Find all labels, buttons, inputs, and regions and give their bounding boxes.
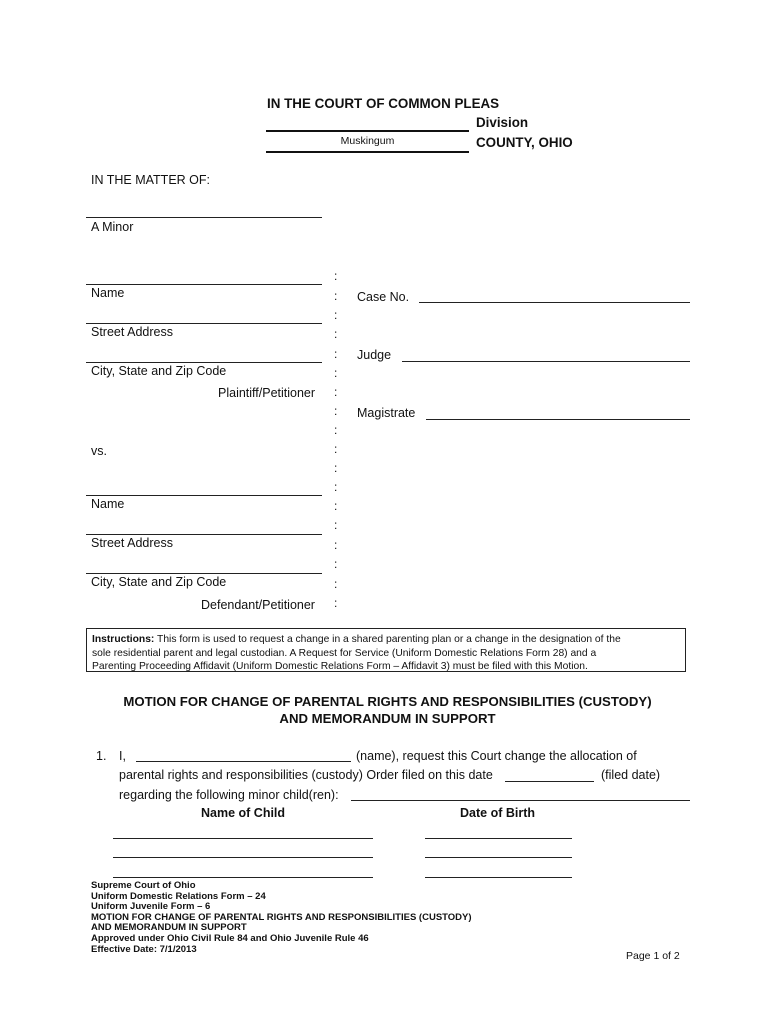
plaintiff-street-line[interactable] — [86, 323, 322, 324]
footer-line: Approved under Ohio Civil Rule 84 and Ohio Juvenile Rule 46 — [91, 932, 369, 944]
footer-line: Effective Date: 7/1/2013 — [91, 943, 197, 955]
colon-separator: : — [334, 596, 338, 610]
defendant-street-label: Street Address — [91, 536, 173, 550]
filed-date-field[interactable] — [505, 781, 594, 782]
plaintiff-name-line[interactable] — [86, 284, 322, 285]
court-heading: IN THE COURT OF COMMON PLEAS — [267, 96, 500, 111]
colon-separator: : — [334, 308, 338, 322]
defendant-role-label: Defendant/Petitioner — [201, 598, 315, 612]
colon-separator: : — [334, 366, 338, 380]
minor-name-line[interactable] — [86, 217, 322, 218]
child-name-field[interactable] — [113, 877, 373, 878]
filed-date-label: (filed date) — [601, 768, 661, 782]
item-number: 1. — [96, 749, 107, 763]
judge-field[interactable] — [402, 361, 690, 362]
plaintiff-city-line[interactable] — [86, 362, 322, 363]
date-of-birth-header: Date of Birth — [460, 806, 535, 820]
minor-children-field[interactable] — [351, 800, 690, 801]
instructions-line: This form is used to request a change in a shared parenting plan or a change in the designation of the — [154, 634, 621, 645]
colon-separator: : — [334, 577, 338, 591]
judge-label: Judge — [357, 348, 392, 362]
movant-name-field[interactable] — [136, 761, 351, 762]
plaintiff-role-label: Plaintiff/Petitioner — [218, 386, 316, 400]
colon-separator: : — [334, 557, 338, 571]
child-name-field[interactable] — [113, 838, 373, 839]
minor-children-text: regarding the following minor child(ren): — [119, 788, 339, 802]
plaintiff-city-label: City, State and Zip Code — [91, 364, 227, 378]
magistrate-field[interactable] — [426, 419, 690, 420]
child-dob-field[interactable] — [425, 838, 572, 839]
instructions-box — [86, 628, 686, 672]
motion-title-line2: AND MEMORANDUM IN SUPPORT — [279, 711, 496, 726]
i-label: I, — [119, 749, 126, 763]
case-no-label: Case No. — [357, 290, 410, 304]
colon-separator: : — [334, 442, 338, 456]
motion-title-line1: MOTION FOR CHANGE OF PARENTAL RIGHTS AND RESPONSIBILITIES (CUSTODY) — [123, 694, 652, 709]
name-of-child-header: Name of Child — [201, 806, 286, 820]
colon-separator: : — [334, 518, 338, 532]
case-no-field[interactable] — [419, 302, 690, 303]
footer-line: Uniform Juvenile Form – 6 — [91, 901, 211, 913]
footer-line: MOTION FOR CHANGE OF PARENTAL RIGHTS AND RESPONSIBILITIES (CUSTODY) — [91, 911, 472, 923]
child-name-field[interactable] — [113, 857, 373, 858]
division-label: Division — [476, 115, 529, 130]
plaintiff-street-label: Street Address — [91, 325, 173, 339]
footer-line: Uniform Domestic Relations Form – 24 — [91, 890, 266, 902]
colon-separator: : — [334, 480, 338, 494]
footer-line: AND MEMORANDUM IN SUPPORT — [91, 922, 247, 934]
county-field[interactable]: Muskingum — [340, 135, 395, 147]
colon-separator: : — [334, 423, 338, 437]
instructions-heading: Instructions: — [92, 634, 155, 645]
colon-separator: : — [334, 269, 338, 283]
division-field-line[interactable] — [266, 130, 469, 132]
child-dob-field[interactable] — [425, 857, 572, 858]
colon-separator: : — [334, 347, 338, 361]
footer-line: Supreme Court of Ohio — [91, 880, 196, 891]
county-field-line — [266, 151, 469, 153]
instructions-line: Parenting Proceeding Affidavit (Uniform Domestic Relations Form – Affidavit 3) must be filed with this Motion. — [92, 661, 588, 672]
page-number: Page 1 of 2 — [626, 950, 680, 962]
defendant-name-label: Name — [91, 497, 125, 511]
colon-separator: : — [334, 499, 338, 513]
defendant-city-line[interactable] — [86, 573, 322, 574]
defendant-city-label: City, State and Zip Code — [91, 575, 227, 589]
instructions-line: sole residential parent and legal custodian. A Request for Service (Uniform Domestic Relations Form 28) and a — [92, 647, 597, 659]
in-the-matter-label: IN THE MATTER OF: — [91, 173, 210, 187]
minor-label: A Minor — [91, 220, 134, 234]
colon-separator: : — [334, 538, 338, 552]
colon-separator: : — [334, 289, 338, 303]
county-label: COUNTY, OHIO — [476, 135, 573, 150]
defendant-street-line[interactable] — [86, 534, 322, 535]
colon-separator: : — [334, 404, 338, 418]
defendant-name-line[interactable] — [86, 495, 322, 496]
colon-separator: : — [334, 461, 338, 475]
colon-separator: : — [334, 327, 338, 341]
order-date-text: parental rights and responsibilities (custody) Order filed on this date — [119, 768, 493, 782]
magistrate-label: Magistrate — [357, 406, 416, 420]
plaintiff-name-label: Name — [91, 286, 125, 300]
name-suffix-text: (name), request this Court change the allocation of — [356, 749, 637, 763]
colon-separator: : — [334, 385, 338, 399]
vs-label: vs. — [91, 444, 107, 458]
child-dob-field[interactable] — [425, 877, 572, 878]
form-footer — [91, 881, 472, 955]
